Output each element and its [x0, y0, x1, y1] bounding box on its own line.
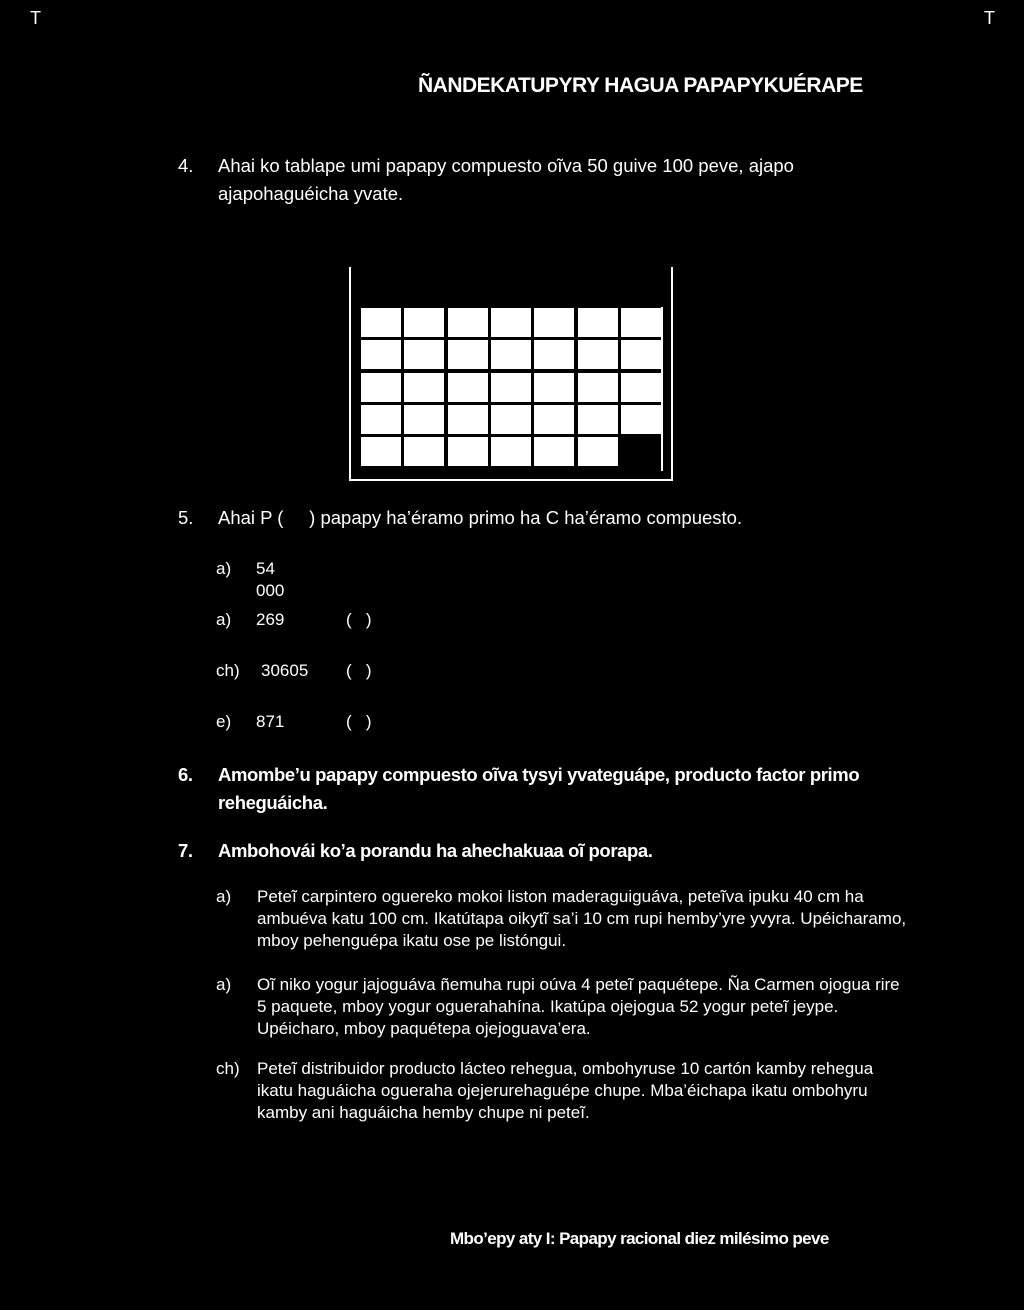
table-cell[interactable]: [534, 308, 574, 337]
table-cell[interactable]: [448, 373, 488, 402]
table-cell[interactable]: [361, 373, 401, 402]
page-footer: Mbo’epy aty I: Papapy racional diez milésimo peve: [450, 1229, 829, 1248]
table-cell[interactable]: [534, 405, 574, 434]
question-text: Ambohovái ko’a porandu ha ahechakuaa oĩ porapa.: [218, 840, 653, 861]
question-text: Amombe’u papapy compuesto oĩva tysyi yvateguápe, producto factor primo reheguáicha.: [218, 764, 860, 813]
table-inner-right-line: [661, 307, 663, 471]
table-right-border: [671, 267, 673, 481]
table-cell[interactable]: [534, 340, 574, 369]
table-cell[interactable]: [578, 405, 618, 434]
table-cell[interactable]: [361, 437, 401, 466]
table-cell[interactable]: [621, 373, 661, 402]
corner-mark-left: T: [30, 8, 41, 28]
table-cell[interactable]: [448, 308, 488, 337]
table-cell[interactable]: [404, 437, 444, 466]
option-label: ch): [216, 661, 240, 680]
item-label: a): [216, 887, 232, 906]
table-cell[interactable]: [491, 308, 531, 337]
question-4: [178, 152, 898, 212]
answer-parentheses[interactable]: ( ): [346, 661, 372, 680]
answer-parentheses[interactable]: ( ): [346, 610, 372, 629]
option-value: 30605: [261, 661, 309, 680]
item-text: Oĩ niko yogur jajoguáva ñemuha rupi oúva 4 peteĩ paquétepe. Ña Carmen ojogua rire 5 paquete, mboy yogur oguerahahína. Ikatúpa ojejogua 52 yogur peteĩ jeype. Upéicharo, mboy paquétepa ojejoguava’era.: [257, 975, 900, 1038]
table-cell[interactable]: [621, 308, 661, 337]
option-value: 269: [256, 610, 285, 629]
table-cell[interactable]: [404, 373, 444, 402]
question-7: [178, 837, 898, 867]
table-cell[interactable]: [621, 405, 661, 434]
table-cell[interactable]: [491, 340, 531, 369]
table-cell[interactable]: [534, 437, 574, 466]
table-cell[interactable]: [361, 340, 401, 369]
table-cell[interactable]: [448, 437, 488, 466]
table-cell[interactable]: [578, 340, 618, 369]
option-label: a): [216, 610, 232, 629]
question-text: Ahai ko tablape umi papapy compuesto oĩva 50 guive 100 peve, ajapo ajapohaguéicha yvate.: [218, 155, 794, 204]
table-cell[interactable]: [491, 405, 531, 434]
table-cell[interactable]: [534, 373, 574, 402]
answer-parentheses[interactable]: ( ): [346, 712, 372, 731]
question-5: [178, 504, 898, 534]
item-label: ch): [216, 1059, 240, 1078]
table-cell[interactable]: [448, 405, 488, 434]
table-cell[interactable]: [448, 340, 488, 369]
table-cell[interactable]: [578, 308, 618, 337]
question-number: 7.: [178, 840, 193, 861]
page-header: ÑANDEKATUPYRY HAGUA PAPAPYKUÉRAPE: [418, 74, 863, 97]
question-number: 4.: [178, 155, 194, 176]
item-text: Peteĩ carpintero oguereko mokoi liston maderaguiguáva, peteĩva ipuku 40 cm ha ambuéva katu 100 cm. Ikatútapa oikytĩ sa’i 10 cm rupi hemby’yre yvyra. Upéicharamo, mboy pehenguépa ikatu ose pe listóngui.: [257, 887, 907, 950]
table-cell[interactable]: [404, 405, 444, 434]
table-cell[interactable]: [361, 405, 401, 434]
number-table: [349, 267, 673, 481]
corner-mark-right: T: [984, 8, 995, 28]
option-label: a): [216, 559, 232, 578]
table-cell[interactable]: [578, 437, 618, 466]
table-cell[interactable]: [578, 373, 618, 402]
question-number: 6.: [178, 764, 193, 785]
option-label: e): [216, 712, 232, 731]
option-value: 54 000: [256, 559, 285, 600]
option-value: 871: [256, 712, 285, 731]
table-cell[interactable]: [404, 340, 444, 369]
table-cell[interactable]: [404, 308, 444, 337]
table-cell[interactable]: [491, 437, 531, 466]
table-cell[interactable]: [621, 340, 661, 369]
table-cell[interactable]: [491, 373, 531, 402]
question-6: [178, 761, 898, 821]
table-left-border: [349, 267, 351, 481]
table-bottom-border: [349, 479, 673, 481]
question-number: 5.: [178, 507, 194, 528]
question-text: Ahai P ( ) papapy ha’éramo primo ha C ha’éramo compuesto.: [218, 507, 743, 528]
item-label: a): [216, 975, 232, 994]
table-cell[interactable]: [361, 308, 401, 337]
item-text: Peteĩ distribuidor producto lácteo rehegua, ombohyruse 10 cartón kamby rehegua ikatu haguáicha ogueraha ojejerurehaguépe chupe. Mba’éichapa ikatu ombohyru kamby ani haguáicha hemby chupe ni peteĩ.: [257, 1059, 874, 1122]
